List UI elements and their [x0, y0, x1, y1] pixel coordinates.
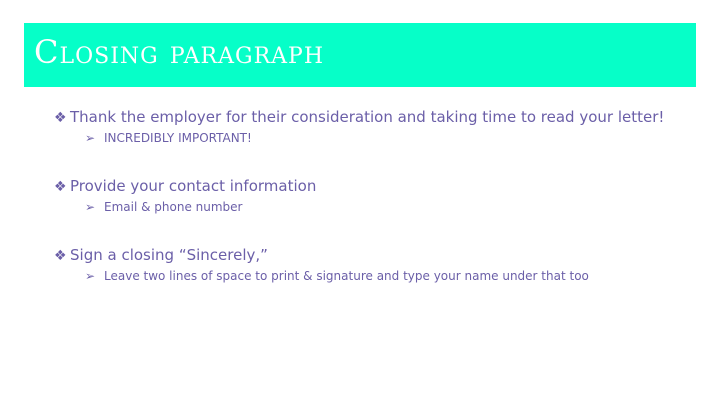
- bullet-text: Sign a closing “Sincerely,”: [70, 246, 268, 264]
- bullet-item: [54, 175, 316, 217]
- arrowhead-icon: ➢: [85, 131, 96, 145]
- sub-bullet-text: Email & phone number: [104, 200, 243, 214]
- arrowhead-icon: ➢: [85, 269, 96, 283]
- diamond-cluster-icon: ❖: [54, 248, 67, 264]
- diamond-cluster-icon: ❖: [54, 110, 67, 126]
- slide-title: Closing paragraph: [34, 33, 325, 71]
- title-banner: [24, 23, 696, 87]
- bullet-text: Thank the employer for their consideration and taking time to read your letter!: [70, 108, 665, 126]
- diamond-cluster-icon: ❖: [54, 179, 67, 195]
- sub-bullet-text: INCREDIBLY IMPORTANT!: [104, 131, 252, 145]
- bullet-text: Provide your contact information: [70, 177, 317, 195]
- sub-bullet-text: Leave two lines of space to print & signature and type your name under that too: [104, 269, 589, 283]
- bullet-item: [54, 244, 589, 286]
- arrowhead-icon: ➢: [85, 200, 96, 214]
- bullet-item: [54, 106, 664, 148]
